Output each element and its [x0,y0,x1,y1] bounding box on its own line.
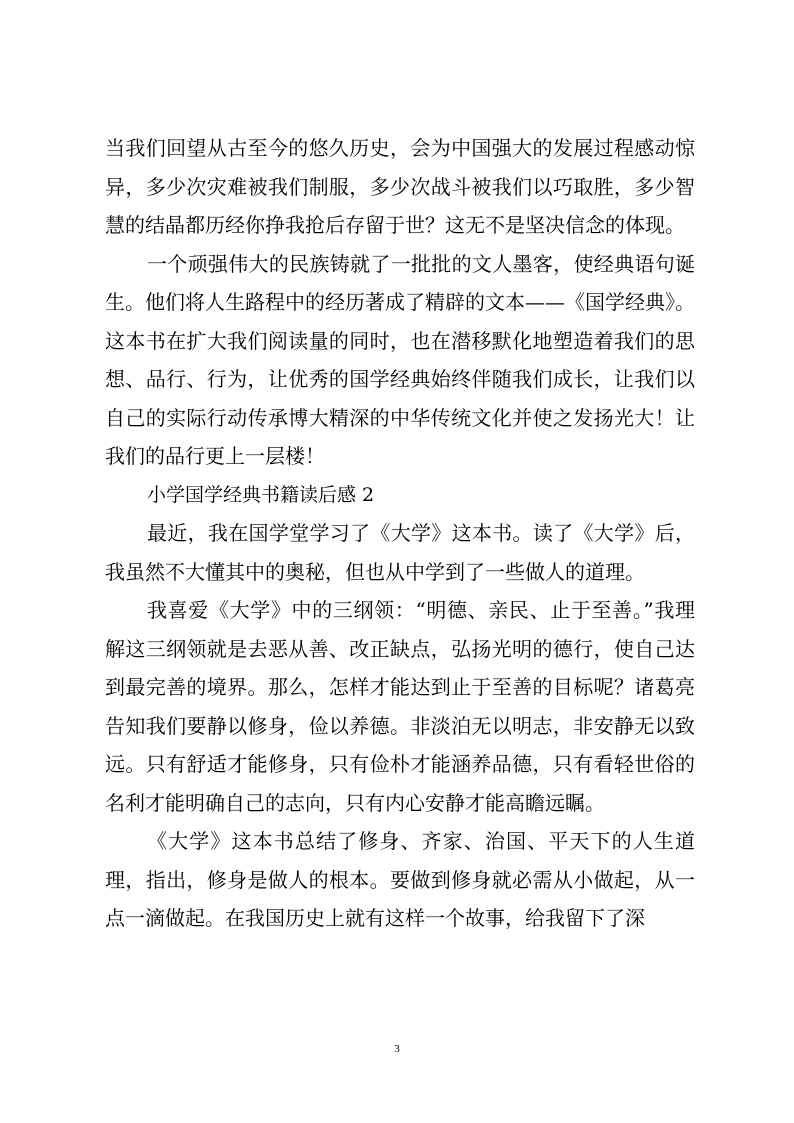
section-heading: 小学国学经典书籍读后感 2 [147,483,375,506]
paragraph-5: 《大学》这本书总结了修身、齐家、治国、平天下的人生道理，指出，修身是做人的根本。要做到修身就必需从小做起，从一点一滴做起。在我国历史上就有这样一个故事，给我留下了深 [105,829,695,930]
document-body [105,129,695,938]
paragraph-2: 一个顽强伟大的民族铸就了一批批的文人墨客，使经典语句诞生。他们将人生路程中的经历著成了精辟的文本——《国学经典》。这本书在扩大我们阅读量的同时，也在潜移默化地塑造着我们的思想、品行、行为，让优秀的国学经典始终伴随我们成长，让我们以自己的实际行动传承博大精深的中华传统文化并使之发扬光大！让我们的品行更上一层楼！ [105,251,695,468]
page-number: 3 [394,1043,400,1055]
paragraph-1: 当我们回望从古至今的悠久历史，会为中国强大的发展过程感动惊异，多少次灾难被我们制服，多少次战斗被我们以巧取胜，多少智慧的结晶都历经你挣我抢后存留于世？这无不是坚决信念的体现。 [105,136,695,237]
paragraph-4: 我喜爱《大学》中的三纲领：“明德、亲民、止于至善。”我理解这三纲领就是去恶从善、改正缺点，弘扬光明的德行，使自己达到最完善的境界。那么，怎样才能达到止于至善的目标呢？诸葛亮告知我们要静以修身，俭以养德。非淡泊无以明志，非安静无以致远。只有舒适才能修身，只有俭朴才能涵养品德，只有看轻世俗的名利才能明确自己的志向，只有内心安静才能高瞻远瞩。 [105,598,695,815]
paragraph-3: 最近，我在国学堂学习了《大学》这本书。读了《大学》后，我虽然不大懂其中的奥秘，但也从中学到了一些做人的道理。 [105,521,695,584]
